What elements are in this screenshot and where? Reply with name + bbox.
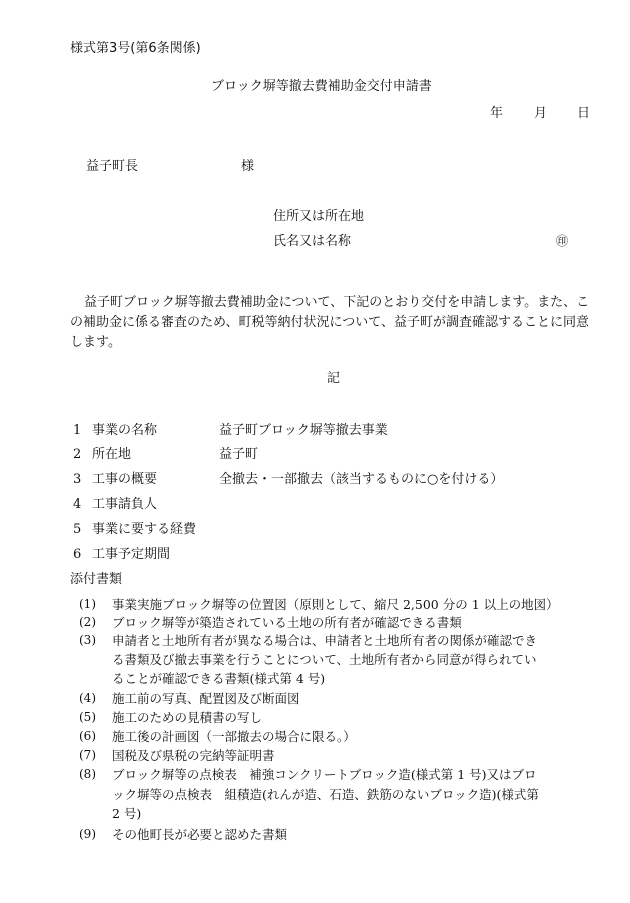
attachment-text: 施工のための見積書の写し — [112, 710, 263, 725]
date-day: 日 — [577, 106, 591, 121]
document-title: ブロック塀等撤去費補助金交付申請書 — [211, 79, 432, 94]
attachment-text: ることが確認できる書類(様式第 4 号) — [112, 671, 326, 686]
item-label: 事業の名称 — [92, 423, 158, 438]
attachment-number: (2) — [79, 615, 96, 629]
item-value: 益子町ブロック塀等撤去事業 — [219, 423, 388, 438]
applicant-address-label: 住所又は所在地 — [273, 209, 365, 224]
addressee-honorific: 様 — [241, 159, 255, 174]
item-label: 工事予定期間 — [92, 547, 171, 562]
attachment-text: その他町長が必要と認めた書類 — [112, 827, 288, 842]
applicant-name-label: 氏名又は名称 — [273, 234, 352, 249]
attachment-text: ック塀等の点検表 組積造(れんが造、石造、鉄筋のないブロック造)(様式第 — [112, 787, 539, 802]
body-paragraph: 益子町ブロック塀等撤去費補助金について、下記のとおり交付を申請します。また、この補助金に係る審査のため、町税等納付状況について、益子町が調査確認することに同意します。 — [70, 295, 590, 350]
attachment-text: 2 号) — [112, 806, 142, 821]
attachment-number: (5) — [79, 710, 96, 724]
item-value: 益子町 — [219, 447, 259, 462]
item-label: 所在地 — [92, 447, 132, 462]
attachment-number: (1) — [79, 597, 96, 611]
attachment-number: (9) — [79, 827, 96, 841]
attachment-number: (8) — [79, 767, 96, 781]
attachment-text: 施工後の計画図（一部撤去の場合に限る。） — [112, 729, 356, 744]
addressee-name: 益子町長 — [86, 159, 139, 174]
date-month: 月 — [534, 106, 548, 121]
item-label: 工事請負人 — [92, 497, 158, 512]
item-number: 4 — [73, 497, 82, 512]
item-number: 3 — [73, 472, 82, 487]
seal-mark: ㊞ — [556, 234, 569, 248]
item-value: 全撤去・一部撤去（該当するものに○を付ける） — [219, 472, 504, 487]
attachments-heading: 添付書類 — [70, 572, 123, 587]
item-label: 事業に要する経費 — [92, 522, 197, 537]
item-number: 5 — [73, 522, 82, 537]
date-year: 年 — [490, 106, 504, 121]
attachment-text: 国税及び県税の完納等証明書 — [112, 748, 275, 763]
attachment-number: (6) — [79, 729, 96, 743]
item-number: 1 — [73, 423, 82, 438]
attachment-text: 申請者と土地所有者が異なる場合は、申請者と土地所有者の関係が確認でき — [112, 633, 538, 648]
item-number: 6 — [73, 547, 82, 562]
attachment-number: (3) — [79, 633, 96, 647]
attachment-number: (7) — [79, 748, 96, 762]
item-number: 2 — [73, 447, 82, 462]
form-number: 様式第3号(第6条関係) — [70, 41, 201, 56]
attachment-text: 事業実施ブロック塀等の位置図（原則として、縮尺 2,500 分の 1 以上の地図） — [112, 597, 559, 612]
attachment-text: ブロック塀等の点検表 補強コンクリートブロック造(様式第 1 号)又はブロ — [112, 767, 537, 782]
attachment-text: ブロック塀等が築造されている土地の所有者が確認できる書類 — [112, 615, 462, 630]
attachment-number: (4) — [79, 691, 96, 705]
item-label: 工事の概要 — [92, 472, 158, 487]
attachment-text: 施工前の写真、配置図及び断面図 — [112, 691, 300, 706]
ki-heading: 記 — [327, 371, 341, 386]
attachment-text: る書類及び撤去事業を行うことについて、土地所有者から同意が得られてい — [112, 652, 537, 667]
